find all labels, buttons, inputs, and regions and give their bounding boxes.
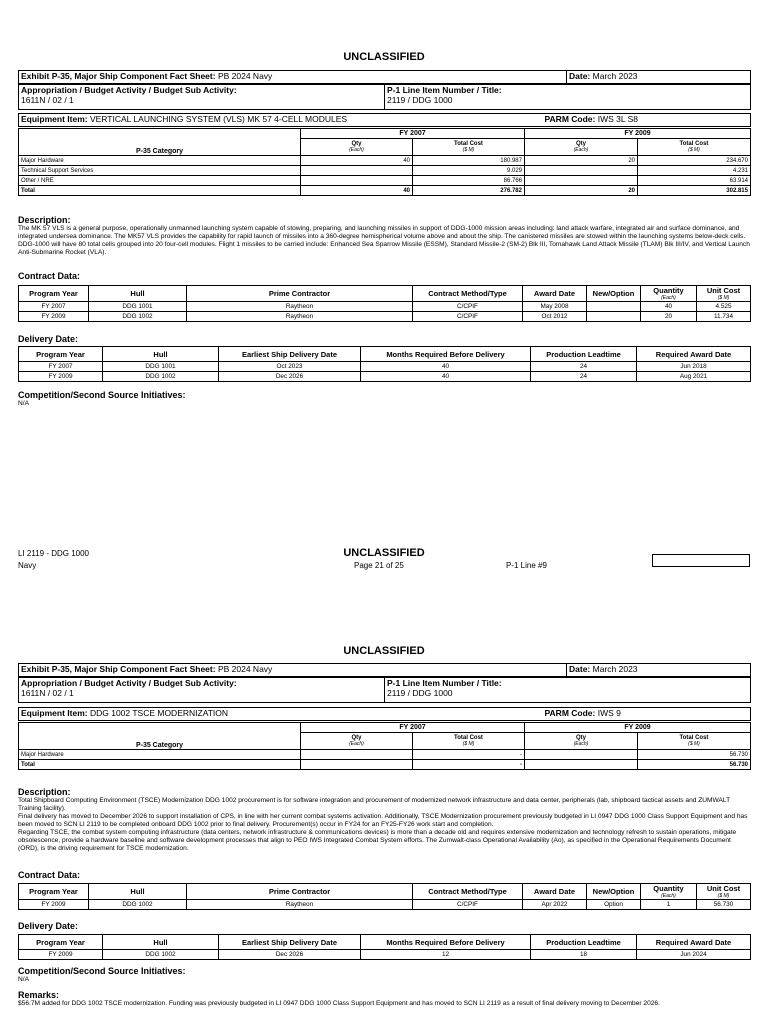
contract-data-table: [18, 883, 751, 910]
cost-label: Total Cost: [679, 141, 709, 147]
delivery-column-label: Earliest Ship Delivery Date: [241, 349, 338, 359]
contract-cell: FY 2009: [19, 900, 89, 910]
delivery-cell: DDG 1002: [103, 372, 219, 382]
qty-label: Qty: [351, 141, 362, 147]
contract-column-label: Unit Cost: [706, 286, 741, 295]
contract-data-title: Contract Data:: [18, 870, 81, 880]
contract-column-label: Award Date: [533, 289, 576, 298]
description-text: Regarding TSCE, the combat system computing infrastructure (data centers, network infrastructure & communications devices) is more than a decade old and requires extensive modernization and technology refresh to sustain operations, mitigate obsolescence, provide a hardware baseline and software development processes that align to PEO IWS Integrated Combat System efforts. The Zumwalt-class Operational Availability (Ao), as specified in the Operational Requirements Document (ORD), is the driving requirement for TSCE modernization.: [18, 829, 737, 852]
fy-b-qty: 20: [525, 186, 638, 196]
cost-unit: ($ M): [462, 147, 475, 153]
contract-column-label: New/Option: [592, 887, 635, 896]
date-label: Date:: [569, 664, 591, 674]
category-name: Total: [19, 186, 301, 196]
delivery-cell: Aug 2021: [637, 372, 751, 382]
p1-line-cell: [385, 678, 751, 703]
qty-unit: (Each): [349, 147, 364, 153]
contract-column-header: [697, 286, 751, 302]
contract-column-unit: ($ M): [717, 295, 730, 301]
delivery-cell: Dec 2026: [219, 372, 361, 382]
footer-box: [652, 554, 750, 567]
contract-column-header: [89, 286, 187, 302]
fy-b-header: FY 2009: [525, 723, 751, 733]
qty-label: Qty: [575, 735, 586, 741]
contract-cell: Raytheon: [187, 302, 413, 312]
contract-cell: 4.525: [697, 302, 751, 312]
contract-column-header: [413, 884, 523, 900]
date-label: Date:: [569, 71, 591, 81]
category-row: [19, 186, 751, 196]
delivery-cell: Jun 2024: [637, 950, 751, 960]
delivery-date-title: Delivery Date:: [18, 334, 79, 344]
contract-column-header: [187, 884, 413, 900]
delivery-column-header: [361, 935, 531, 950]
contract-cell: C/CPIF: [413, 312, 523, 322]
category-header: P-35 Category: [19, 129, 301, 156]
delivery-column-label: Hull: [153, 937, 168, 947]
contract-cell: C/CPIF: [413, 900, 523, 910]
delivery-cell: DDG 1001: [103, 362, 219, 372]
delivery-cell: FY 2007: [19, 362, 103, 372]
fy-b-cost: 234.670: [638, 156, 751, 166]
fy-a-header: FY 2007: [301, 723, 525, 733]
contract-column-label: Prime Contractor: [268, 887, 331, 896]
cost-label: Total Cost: [454, 735, 483, 741]
equipment-item-cell: [19, 708, 543, 721]
delivery-cell: 24: [531, 362, 637, 372]
cost-unit: ($ M): [462, 741, 475, 747]
contract-column-unit: ($ M): [717, 893, 730, 899]
delivery-column-label: Hull: [153, 349, 168, 359]
delivery-cell: Dec 2026: [219, 950, 361, 960]
fy-b-qty: [525, 750, 638, 760]
contract-cell: 20: [641, 312, 697, 322]
contract-column-label: Contract Method/Type: [428, 887, 507, 896]
exhibit-label: Exhibit P-35, Major Ship Component Fact Sheet:: [21, 71, 216, 81]
qty-header: [525, 733, 638, 750]
fy-a-cost: -: [413, 750, 525, 760]
appropriation-label: Appropriation / Budget Activity / Budget Sub Activity:: [21, 85, 237, 95]
appropriation-header: [18, 84, 751, 110]
delivery-column-label: Production Leadtime: [546, 937, 621, 947]
qty-unit: (Each): [349, 741, 364, 747]
delivery-column-label: Earliest Ship Delivery Date: [241, 937, 338, 947]
contract-column-header: [19, 286, 89, 302]
delivery-column-header: [637, 935, 751, 950]
contract-cell: Oct 2012: [523, 312, 587, 322]
contract-data-title: Contract Data:: [18, 271, 81, 281]
parm-code-value: IWS 3L S8: [597, 114, 639, 124]
contract-column-label: Quantity: [653, 286, 684, 295]
delivery-cell: Oct 2023: [219, 362, 361, 372]
delivery-cell: DDG 1002: [103, 950, 219, 960]
exhibit-label: Exhibit P-35, Major Ship Component Fact Sheet:: [21, 664, 216, 674]
competition-value: N/A: [18, 400, 29, 407]
contract-column-header: [19, 884, 89, 900]
competition-value: N/A: [18, 976, 29, 983]
contract-column-label: Hull: [130, 887, 145, 896]
description-text: The MK 57 VLS is a general purpose, operationally unmanned launching system capable of stowing, preparing, and launching missiles in support of DDG-1000 mission areas including: land attack warfare, integrated air and surface dominance, and integrated undersea dominance. The MK57 VLS provides the capability for rapid launch of missiles into a 360-degree hemispherical volume above and about the ship. The canistered missiles are stowed within the launching systems below-deck cells. DDG-1000 will have 80 total cells grouped into 20 four-cell modules. Flight 1 missiles to be carried include: Enhanced Sea Sparrow Missile (ESSM), Standard Missile-2 (SM-2) Blk III, Tomahawk Land Attack Missile (TLAM) Blk III/IV, and Vertical Launch Anti-Submarine Rocket (VLA).: [18, 225, 750, 256]
contract-column-label: Unit Cost: [706, 884, 741, 893]
delivery-cell: 40: [361, 362, 531, 372]
contract-cell: 11.734: [697, 312, 751, 322]
qty-label: Qty: [351, 735, 362, 741]
delivery-column-label: Months Required Before Delivery: [386, 937, 505, 947]
date-cell: [567, 664, 751, 677]
contract-column-label: Contract Method/Type: [428, 289, 507, 298]
contract-column-header: [187, 286, 413, 302]
p1-line-cell: [385, 85, 751, 110]
description-section: [18, 787, 750, 853]
contract-column-header: [697, 884, 751, 900]
classification-header: UNCLASSIFIED: [343, 51, 425, 63]
exhibit-cell: [19, 71, 567, 84]
parm-code-cell: [543, 708, 751, 721]
contract-column-header: [641, 286, 697, 302]
contract-row: [19, 302, 751, 312]
fy-a-cost: 180.987: [413, 156, 525, 166]
competition-section: [18, 390, 186, 408]
cost-header: [413, 733, 525, 750]
delivery-column-header: [361, 347, 531, 362]
contract-cell: FY 2007: [19, 302, 89, 312]
contract-cell: 1: [641, 900, 697, 910]
delivery-column-header: [19, 347, 103, 362]
footer-p1-line: P-1 Line #9: [506, 561, 547, 570]
page-1: [18, 0, 750, 590]
delivery-date-table: [18, 934, 751, 960]
contract-data-table: [18, 285, 751, 322]
classification-header: UNCLASSIFIED: [343, 645, 425, 657]
contract-cell: DDG 1002: [89, 312, 187, 322]
contract-cell: Raytheon: [187, 312, 413, 322]
equipment-item-label: Equipment Item:: [21, 708, 88, 718]
description-section: [18, 215, 750, 257]
fy-a-qty: [301, 166, 413, 176]
delivery-column-label: Program Year: [36, 349, 85, 359]
category-row: [19, 750, 751, 760]
delivery-column-label: Required Award Date: [655, 937, 732, 947]
date-value: March 2023: [592, 71, 638, 81]
contract-cell: C/CPIF: [413, 302, 523, 312]
remarks-title: Remarks:: [18, 990, 60, 1000]
fy-a-qty: 40: [301, 186, 413, 196]
description-title: Description:: [18, 787, 71, 797]
p1-line-label: P-1 Line Item Number / Title:: [387, 85, 502, 95]
delivery-row: [19, 372, 751, 382]
contract-cell: FY 2009: [19, 312, 89, 322]
fy-a-qty: [301, 760, 413, 770]
delivery-date-title: Delivery Date:: [18, 921, 79, 931]
fy-b-cost: 4.231: [638, 166, 751, 176]
exhibit-cell: [19, 664, 567, 677]
contract-cell: Raytheon: [187, 900, 413, 910]
delivery-cell: 40: [361, 372, 531, 382]
appropriation-cell: [19, 678, 385, 703]
qty-unit: (Each): [573, 741, 589, 747]
description-title: Description:: [18, 215, 71, 225]
category-name: Technical Support Services: [19, 166, 301, 176]
delivery-cell: Jun 2018: [637, 362, 751, 372]
description-text: Total Shipboard Computing Environment (TSCE) Modernization DDG 1002 procurement is for software integration and procurement of modernized network infrastructure and data center, peripherals (lab, shipboard tactical assets and ZUMWALT Training facility).: [18, 797, 730, 812]
delivery-column-header: [19, 935, 103, 950]
delivery-column-label: Program Year: [36, 937, 85, 947]
footer-page-number: Page 21 of 25: [354, 561, 404, 570]
delivery-row: [19, 362, 751, 372]
category-header: P-35 Category: [19, 723, 301, 750]
classification-footer: UNCLASSIFIED: [343, 547, 425, 559]
fy-b-qty: [525, 166, 638, 176]
contract-column-header: [587, 884, 641, 900]
qty-label: Qty: [575, 141, 586, 147]
delivery-cell: 24: [531, 372, 637, 382]
equipment-item-label: Equipment Item:: [21, 114, 88, 124]
fy-a-cost: 276.782: [413, 186, 525, 196]
parm-code-label: PARM Code:: [544, 708, 596, 718]
contract-column-label: Award Date: [533, 887, 576, 896]
category-row: [19, 176, 751, 186]
appropriation-header: [18, 677, 751, 703]
delivery-row: [19, 950, 751, 960]
parm-code-label: PARM Code:: [544, 114, 596, 124]
delivery-column-header: [531, 347, 637, 362]
contract-column-label: Hull: [130, 289, 145, 298]
contract-row: [19, 312, 751, 322]
footer-li: LI 2119 - DDG 1000: [18, 549, 90, 558]
category-row: [19, 166, 751, 176]
qty-unit: (Each): [573, 147, 589, 153]
contract-cell: May 2008: [523, 302, 587, 312]
qty-header: [525, 139, 638, 156]
fy-b-cost: 56.730: [638, 750, 751, 760]
exhibit-value: PB 2024 Navy: [217, 664, 273, 674]
category-name: Major Hardware: [19, 750, 301, 760]
delivery-column-header: [219, 347, 361, 362]
category-row: [19, 156, 751, 166]
fy-a-cost: 9.029: [413, 166, 525, 176]
contract-cell: DDG 1001: [89, 302, 187, 312]
page-2: [18, 590, 750, 1024]
delivery-cell: FY 2009: [19, 372, 103, 382]
p1-line-value: 2119 / DDG 1000: [387, 95, 453, 105]
cost-header: [638, 139, 751, 156]
contract-column-header: [523, 286, 587, 302]
appropriation-cell: [19, 85, 385, 110]
cost-header: [413, 139, 525, 156]
contract-cell: [587, 302, 641, 312]
parm-code-value: IWS 9: [597, 708, 621, 718]
p1-line-value: 2119 / DDG 1000: [387, 688, 453, 698]
qty-header: [301, 139, 413, 156]
contract-column-label: Prime Contractor: [268, 289, 331, 298]
equipment-item-row: [18, 707, 751, 721]
contract-column-header: [523, 884, 587, 900]
cost-header: [638, 733, 751, 750]
fy-a-header: FY 2007: [301, 129, 525, 139]
category-name: Total: [19, 760, 301, 770]
category-row: [19, 760, 751, 770]
appropriation-label: Appropriation / Budget Activity / Budget Sub Activity:: [21, 678, 237, 688]
contract-cell: [587, 312, 641, 322]
cost-unit: ($ M): [688, 147, 700, 153]
fy-b-cost: 63.914: [638, 176, 751, 186]
contract-cell: 56.730: [697, 900, 751, 910]
competition-section: [18, 966, 186, 984]
parm-code-cell: [543, 114, 751, 127]
cost-unit: ($ M): [688, 741, 700, 747]
equipment-item-value: VERTICAL LAUNCHING SYSTEM (VLS) MK 57 4-CELL MODULES: [89, 114, 348, 124]
category-name: Major Hardware: [19, 156, 301, 166]
equipment-item-row: [18, 113, 751, 127]
delivery-column-label: Months Required Before Delivery: [386, 349, 505, 359]
competition-title: Competition/Second Source Initiatives:: [18, 390, 186, 400]
date-cell: [567, 71, 751, 84]
delivery-cell: 12: [361, 950, 531, 960]
cost-label: Total Cost: [679, 735, 709, 741]
delivery-cell: 18: [531, 950, 637, 960]
contract-column-label: Program Year: [29, 289, 78, 298]
fy-a-qty: [301, 750, 413, 760]
fy-a-qty: [301, 176, 413, 186]
exhibit-header: [18, 70, 751, 84]
contract-row: [19, 900, 751, 910]
delivery-column-label: Production Leadtime: [546, 349, 621, 359]
fy-b-qty: [525, 176, 638, 186]
fy-a-qty: 40: [301, 156, 413, 166]
contract-column-unit: (Each): [661, 893, 676, 899]
delivery-date-table: [18, 346, 751, 382]
contract-column-header: [641, 884, 697, 900]
exhibit-header: [18, 663, 751, 677]
description-text: Final delivery has moved to December 2026 to support installation of CPS, in line with her current combat systems activation. Additionally, TSCE Modernization procurement previously budgeted in LI 0947 DDG 1000 Class Support Equipment and has been moved to SCN LI 2119 to be completed onboard DDG 1002 prior to final delivery. Procurement(s) occur in FY24 for an FY25-FY26 work start and completion.: [18, 813, 748, 828]
delivery-column-header: [637, 347, 751, 362]
appropriation-value: 1611N / 02 / 1: [21, 95, 74, 105]
contract-cell: Apr 2022: [523, 900, 587, 910]
category-name: Other / NRE: [19, 176, 301, 186]
competition-title: Competition/Second Source Initiatives:: [18, 966, 186, 976]
p35-category-table: [18, 128, 751, 196]
p35-category-table: [18, 722, 751, 770]
fy-a-cost: -: [413, 760, 525, 770]
footer-navy: Navy: [18, 561, 37, 570]
fy-b-header: FY 2009: [525, 129, 751, 139]
remarks-value: $56.7M added for DDG 1002 TSCE modernization. Funding was previously budgeted in LI 0947 DDG 1000 Class Support Equipment and has moved to SCN LI 2119 as a result of final delivery moving to December 2026.: [18, 1000, 660, 1007]
fy-b-qty: [525, 760, 638, 770]
contract-cell: 40: [641, 302, 697, 312]
appropriation-value: 1611N / 02 / 1: [21, 688, 74, 698]
contract-column-label: Quantity: [653, 884, 684, 893]
cost-label: Total Cost: [454, 141, 483, 147]
delivery-column-header: [103, 347, 219, 362]
p1-line-label: P-1 Line Item Number / Title:: [387, 678, 502, 688]
contract-column-unit: (Each): [661, 295, 676, 301]
delivery-cell: FY 2009: [19, 950, 103, 960]
delivery-column-label: Required Award Date: [655, 349, 732, 359]
delivery-column-header: [219, 935, 361, 950]
equipment-item-value: DDG 1002 TSCE MODERNIZATION: [89, 708, 229, 718]
contract-column-label: Program Year: [29, 887, 78, 896]
fy-a-cost: 86.766: [413, 176, 525, 186]
delivery-column-header: [103, 935, 219, 950]
exhibit-value: PB 2024 Navy: [217, 71, 273, 81]
contract-cell: Option: [587, 900, 641, 910]
delivery-column-header: [531, 935, 637, 950]
qty-header: [301, 733, 413, 750]
fy-b-cost: 56.730: [638, 760, 751, 770]
contract-column-header: [413, 286, 523, 302]
fy-b-qty: 20: [525, 156, 638, 166]
fy-b-cost: 302.815: [638, 186, 751, 196]
remarks-section: [18, 990, 750, 1008]
contract-column-label: New/Option: [592, 289, 635, 298]
contract-column-header: [587, 286, 641, 302]
equipment-item-cell: [19, 114, 543, 127]
contract-column-header: [89, 884, 187, 900]
contract-cell: DDG 1002: [89, 900, 187, 910]
date-value: March 2023: [592, 664, 638, 674]
